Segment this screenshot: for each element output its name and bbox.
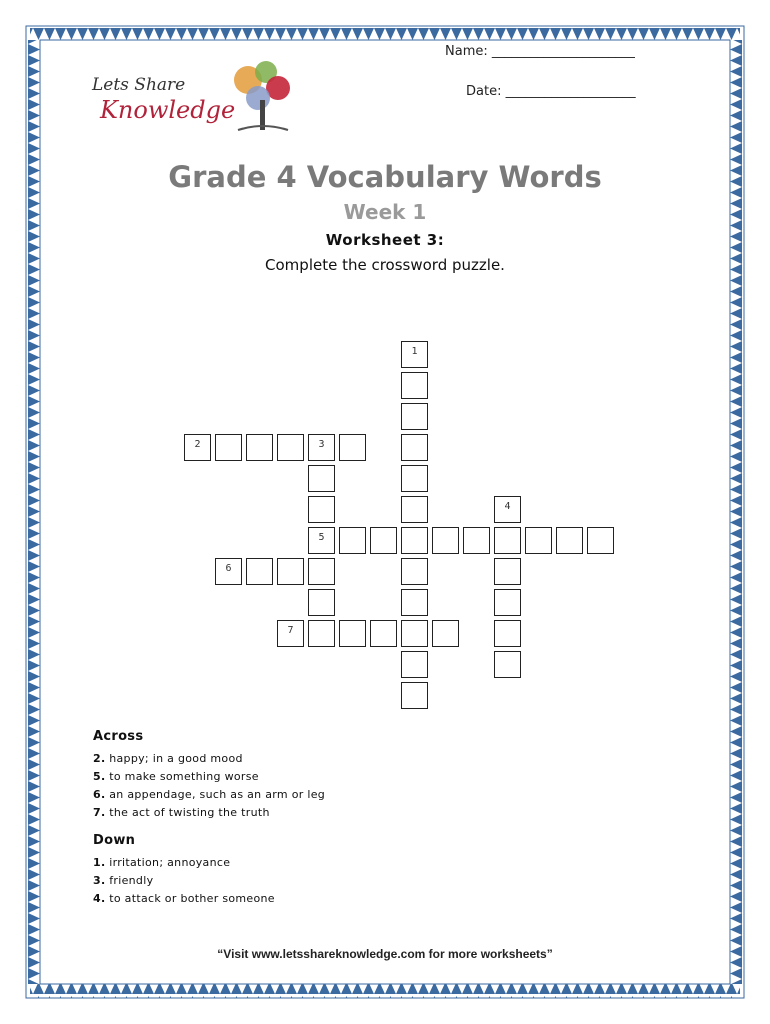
crossword-cell[interactable] [401,372,428,399]
name-field[interactable]: Name: ______________________ [445,44,635,59]
clue-item: 6. an appendage, such as an arm or leg [93,788,326,801]
crossword-cell[interactable] [401,403,428,430]
footer-link-text: “Visit www.letsshareknowledge.com for more worksheets” [217,947,553,961]
clue-number: 5 [318,532,325,543]
crossword-cell[interactable] [277,434,304,461]
crossword-cell[interactable] [401,434,428,461]
crossword-cell[interactable] [215,558,242,585]
crossword-cell[interactable] [494,527,521,554]
crossword-cell[interactable] [339,620,366,647]
crossword-cell[interactable] [339,434,366,461]
clue-number: 6 [225,563,232,574]
across-heading: Across [93,729,144,744]
across-clues [93,729,325,822]
clue-item: 7. the act of twisting the truth [93,806,270,819]
crossword-cell[interactable] [494,620,521,647]
date-field[interactable]: Date: ____________________ [466,84,636,99]
crossword-cell[interactable] [401,527,428,554]
crossword-cell[interactable] [432,527,459,554]
lets-share-knowledge-logo [88,60,308,140]
logo-text-top: Lets Share [92,75,186,95]
crossword-cell[interactable] [401,465,428,492]
crossword-cell[interactable] [401,589,428,616]
crossword-cell[interactable] [525,527,552,554]
crossword-cell[interactable] [246,434,273,461]
clue-number: 3 [318,439,325,450]
crossword-cell[interactable] [370,620,397,647]
page-title: Grade 4 Vocabulary Words [168,160,602,194]
clue-number: 4 [504,501,511,512]
clue-item: 3. friendly [93,874,154,887]
instructions: Complete the crossword puzzle. [265,256,505,274]
crossword-cell[interactable] [494,558,521,585]
crossword-cell[interactable] [215,434,242,461]
crossword-cell[interactable] [556,527,583,554]
crossword-cell[interactable] [308,620,335,647]
week-subtitle: Week 1 [343,200,427,224]
clue-number: 1 [411,346,418,357]
clue-item: 2. happy; in a good mood [93,752,243,765]
worksheet-label: Worksheet 3: [325,231,445,249]
crossword-cell[interactable] [308,589,335,616]
crossword-cell[interactable] [277,558,304,585]
crossword-cell[interactable] [308,434,335,461]
crossword-cell[interactable] [401,620,428,647]
crossword-cell[interactable] [401,496,428,523]
crossword-cell[interactable] [494,589,521,616]
crossword-cell[interactable] [308,465,335,492]
clue-item: 5. to make something worse [93,770,259,783]
crossword-cell[interactable] [370,527,397,554]
crossword-cell[interactable] [308,496,335,523]
clue-item: 1. irritation; annoyance [93,856,231,869]
crossword-cell[interactable] [401,682,428,709]
crossword-cell[interactable] [308,558,335,585]
crossword-cell[interactable] [432,620,459,647]
logo-text-bottom: Knowledge [100,96,236,124]
crossword-cell[interactable] [494,496,521,523]
crossword-cell[interactable] [587,527,614,554]
down-heading: Down [93,833,136,848]
crossword-cell[interactable] [401,341,428,368]
clue-item: 4. to attack or bother someone [93,892,275,905]
crossword-cell[interactable] [401,558,428,585]
crossword-cell[interactable] [246,558,273,585]
crossword-cell[interactable] [494,651,521,678]
clue-number: 7 [287,625,294,636]
crossword-cell[interactable] [463,527,490,554]
down-clues [93,833,275,908]
crossword-cell[interactable] [401,651,428,678]
crossword-cell[interactable] [339,527,366,554]
clue-number: 2 [194,439,201,450]
crossword-cell[interactable] [184,434,211,461]
crossword-cell[interactable] [308,527,335,554]
crossword-cell[interactable] [277,620,304,647]
